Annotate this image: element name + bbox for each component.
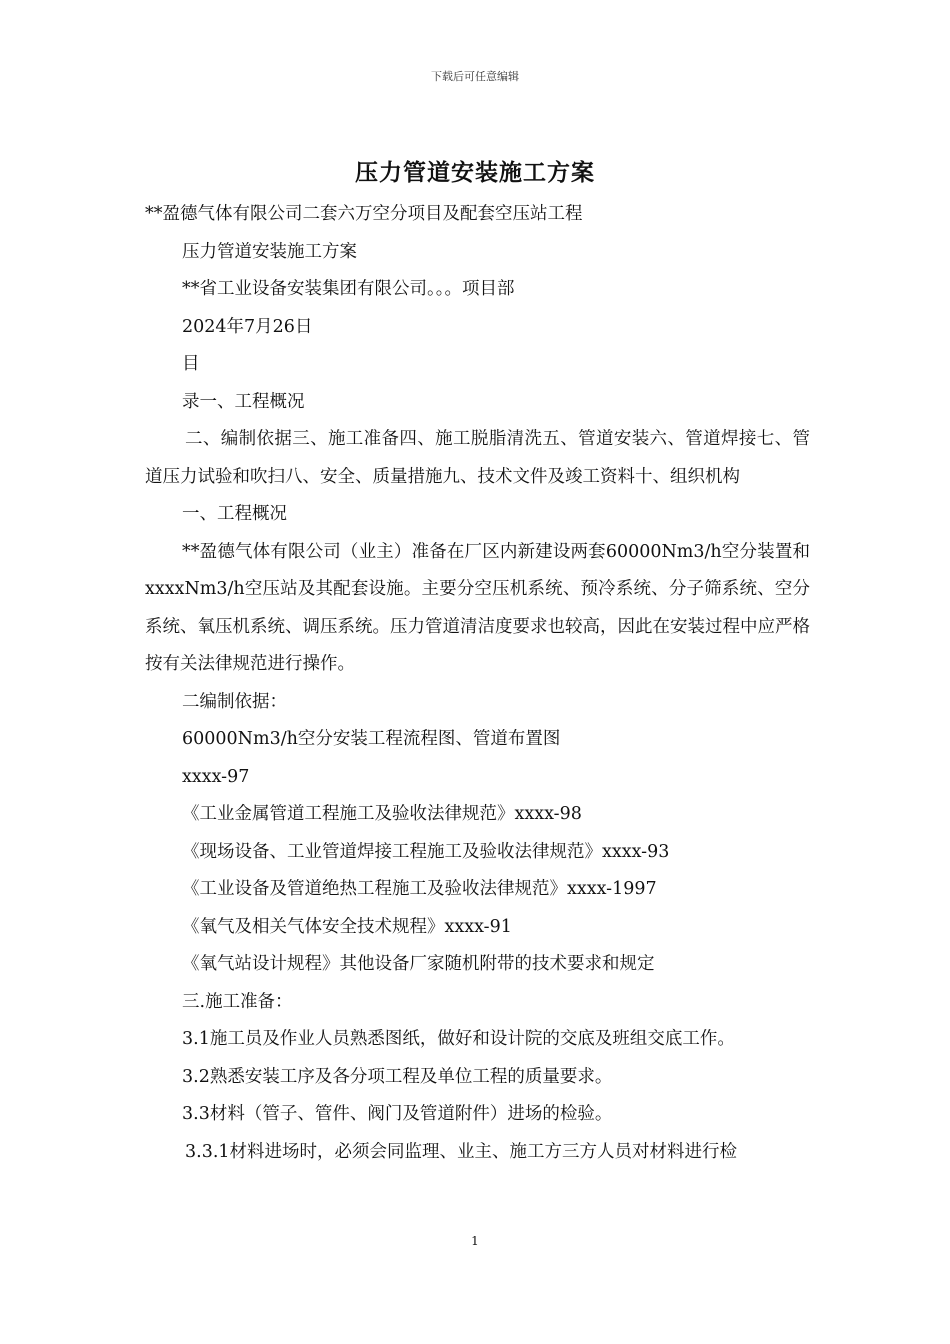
clause-3-1: 3.1施工员及作业人员熟悉图纸，做好和设计院的交底及班组交底工作。 bbox=[182, 1029, 735, 1049]
clause-3-3: 3.3材料（管子、管件、阀门及管道附件）进场的检验。 bbox=[182, 1104, 613, 1124]
basis-item: 60000Nm3/h空分安装工程流程图、管道布置图 bbox=[182, 729, 561, 749]
clause-3-3-1: 3.3.1材料进场时，必须会同监理、业主、施工方三方人员对材料进行检 bbox=[185, 1141, 738, 1162]
section-1-heading: 一、工程概况 bbox=[182, 504, 287, 524]
subtitle-line: 压力管道安装施工方案 bbox=[182, 241, 357, 262]
document-title: 压力管道安装施工方案 bbox=[355, 159, 595, 186]
document-body bbox=[145, 196, 810, 1171]
section-3-heading: 三.施工准备： bbox=[182, 991, 293, 1012]
basis-item: 《工业金属管道工程施工及验收法律规范》xxxx-98 bbox=[182, 804, 582, 824]
page-header-note: 下载后可任意编辑 bbox=[431, 70, 519, 83]
basis-item: 《现场设备、工业管道焊接工程施工及验收法律规范》xxxx-93 bbox=[182, 841, 670, 862]
toc-heading-part2: 录一、工程概况 bbox=[182, 391, 305, 412]
project-name-line: **盈德气体有限公司二套六万空分项目及配套空压站工程 bbox=[145, 204, 583, 224]
page-number: 1 bbox=[471, 1234, 479, 1248]
toc-entries: 二、编制依据三、施工准备四、施工脱脂清洗五、管道安装六、管道焊接七、管道压力试验和吹扫八、安全、质量措施九、技术文件及竣工资料十、组织机构 bbox=[145, 429, 810, 487]
basis-item: 《工业设备及管道绝热工程施工及验收法律规范》xxxx-1997 bbox=[182, 879, 657, 899]
toc-heading-part1: 目 bbox=[182, 354, 200, 374]
basis-item: 《氧气站设计规程》其他设备厂家随机附带的技术要求和规定 bbox=[182, 954, 655, 974]
date-line: 2024年7月26日 bbox=[182, 316, 313, 337]
clause-3-2: 3.2熟悉安装工序及各分项工程及单位工程的质量要求。 bbox=[182, 1066, 613, 1087]
basis-item: xxxx-97 bbox=[182, 766, 250, 787]
section-2-heading: 二编制依据： bbox=[182, 691, 287, 712]
section-1-body: **盈德气体有限公司（业主）准备在厂区内新建设两套60000Nm3/h空分装置和xxxxNm3/h空压站及其配套设施。主要分空压机系统、预冷系统、分子筛系统、空分系统、氧压机系统、调压系统。压力管道清洁度要求也较高，因此在安装过程中应严格按有关法律规范进行操作。 bbox=[145, 541, 810, 674]
basis-item: 《氧气及相关气体安全技术规程》xxxx-91 bbox=[182, 916, 512, 937]
company-line: **省工业设备安装集团有限公司。。。项目部 bbox=[182, 279, 515, 299]
